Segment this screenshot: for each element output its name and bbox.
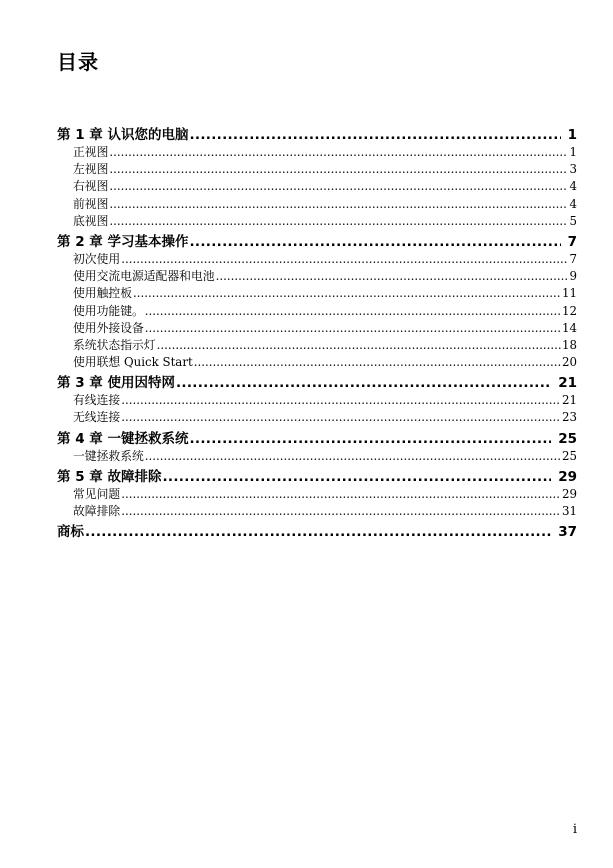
chapter-title: 第 2 章 学习基本操作 xyxy=(57,233,189,250)
toc-section[interactable] xyxy=(57,285,577,302)
section-page: 31 xyxy=(561,504,577,518)
toc-chapter-1[interactable] xyxy=(57,126,577,144)
section-page: 11 xyxy=(561,286,577,301)
table-of-contents xyxy=(57,126,577,541)
toc-section[interactable] xyxy=(57,161,577,178)
toc-chapter-3[interactable] xyxy=(57,374,577,392)
toc-chapter-2[interactable] xyxy=(57,233,577,251)
toc-section[interactable] xyxy=(57,337,577,354)
section-page: 29 xyxy=(561,486,577,501)
toc-section[interactable] xyxy=(57,354,577,371)
dot-leader xyxy=(109,196,568,213)
section-title: 故障排除 xyxy=(73,504,121,518)
section-title: 使用功能键。 xyxy=(73,303,144,318)
dot-leader xyxy=(109,213,568,230)
chapter-page: 29 xyxy=(558,468,577,485)
toc-chapter-5[interactable] xyxy=(57,468,577,486)
page-number: i xyxy=(572,822,577,837)
dot-leader xyxy=(121,392,561,409)
section-title: 底视图 xyxy=(73,213,109,228)
toc-section[interactable] xyxy=(57,196,577,213)
chapter-page: 1 xyxy=(567,127,577,143)
chapter-page: 25 xyxy=(558,430,577,447)
section-title: 前视图 xyxy=(73,196,109,211)
toc-section[interactable] xyxy=(57,144,577,161)
section-page: 4 xyxy=(569,179,577,194)
section-page: 1 xyxy=(569,145,577,159)
section-title: 使用触控板 xyxy=(73,286,132,301)
section-page: 9 xyxy=(569,269,577,284)
section-title: 右视图 xyxy=(73,179,109,194)
toc-section[interactable] xyxy=(57,320,577,337)
dot-leader xyxy=(176,374,551,392)
toc-section[interactable] xyxy=(57,251,577,268)
section-page: 14 xyxy=(561,320,577,335)
dot-leader xyxy=(163,468,552,486)
toc-section[interactable] xyxy=(57,392,577,409)
section-title: 无线连接 xyxy=(73,410,121,425)
section-title: 使用交流电源适配器和电池 xyxy=(73,269,215,284)
chapter-page: 7 xyxy=(567,233,577,250)
section-title: 系统状态指示灯 xyxy=(73,337,156,352)
toc-section[interactable] xyxy=(57,409,577,426)
section-title: 常见问题 xyxy=(73,486,121,501)
toc-section[interactable] xyxy=(57,486,577,503)
section-page: 4 xyxy=(569,196,577,211)
dot-leader xyxy=(109,161,568,178)
dot-leader xyxy=(145,320,561,337)
section-title: 使用外接设备 xyxy=(73,320,144,335)
page-title: 目录 xyxy=(57,50,99,74)
dot-leader xyxy=(190,430,552,448)
chapter-title: 第 1 章 认识您的电脑 xyxy=(57,127,189,143)
section-page: 18 xyxy=(561,337,577,352)
dot-leader xyxy=(121,486,561,503)
section-page: 23 xyxy=(561,410,577,425)
toc-section[interactable] xyxy=(57,213,577,230)
dot-leader xyxy=(85,523,551,541)
section-page: 21 xyxy=(561,393,577,408)
toc-section[interactable] xyxy=(57,448,577,465)
dot-leader xyxy=(145,303,561,320)
dot-leader xyxy=(194,354,561,371)
toc-section[interactable] xyxy=(57,503,577,520)
dot-leader xyxy=(121,251,568,268)
section-title: 一键拯救系统 xyxy=(73,448,144,463)
dot-leader xyxy=(216,268,569,285)
dot-leader xyxy=(133,285,561,302)
dot-leader xyxy=(145,448,561,465)
section-page: 25 xyxy=(561,448,577,463)
section-page: 7 xyxy=(569,251,577,266)
section-title: 有线连接 xyxy=(73,393,121,408)
chapter-page: 37 xyxy=(558,524,577,541)
toc-section[interactable] xyxy=(57,303,577,320)
chapter-page: 21 xyxy=(558,375,577,392)
dot-leader xyxy=(121,503,561,520)
section-page: 5 xyxy=(569,213,577,228)
dot-leader xyxy=(157,337,561,354)
dot-leader xyxy=(109,144,568,161)
toc-chapter-4[interactable] xyxy=(57,430,577,448)
dot-leader xyxy=(121,409,561,426)
toc-trademarks[interactable] xyxy=(57,523,577,541)
section-title: 使用联想 Quick Start xyxy=(73,355,193,370)
toc-section[interactable] xyxy=(57,268,577,285)
section-page: 20 xyxy=(561,355,577,370)
dot-leader xyxy=(109,178,568,195)
section-page: 12 xyxy=(561,303,577,318)
section-title: 左视图 xyxy=(73,162,109,177)
chapter-title: 第 5 章 故障排除 xyxy=(57,468,162,485)
chapter-title: 商标 xyxy=(57,524,84,541)
dot-leader xyxy=(190,126,561,144)
toc-section[interactable] xyxy=(57,178,577,195)
chapter-title: 第 4 章 一键拯救系统 xyxy=(57,430,189,447)
dot-leader xyxy=(190,233,561,251)
section-title: 正视图 xyxy=(73,145,109,159)
chapter-title: 第 3 章 使用因特网 xyxy=(57,375,175,392)
section-title: 初次使用 xyxy=(73,251,121,266)
section-page: 3 xyxy=(569,162,577,177)
